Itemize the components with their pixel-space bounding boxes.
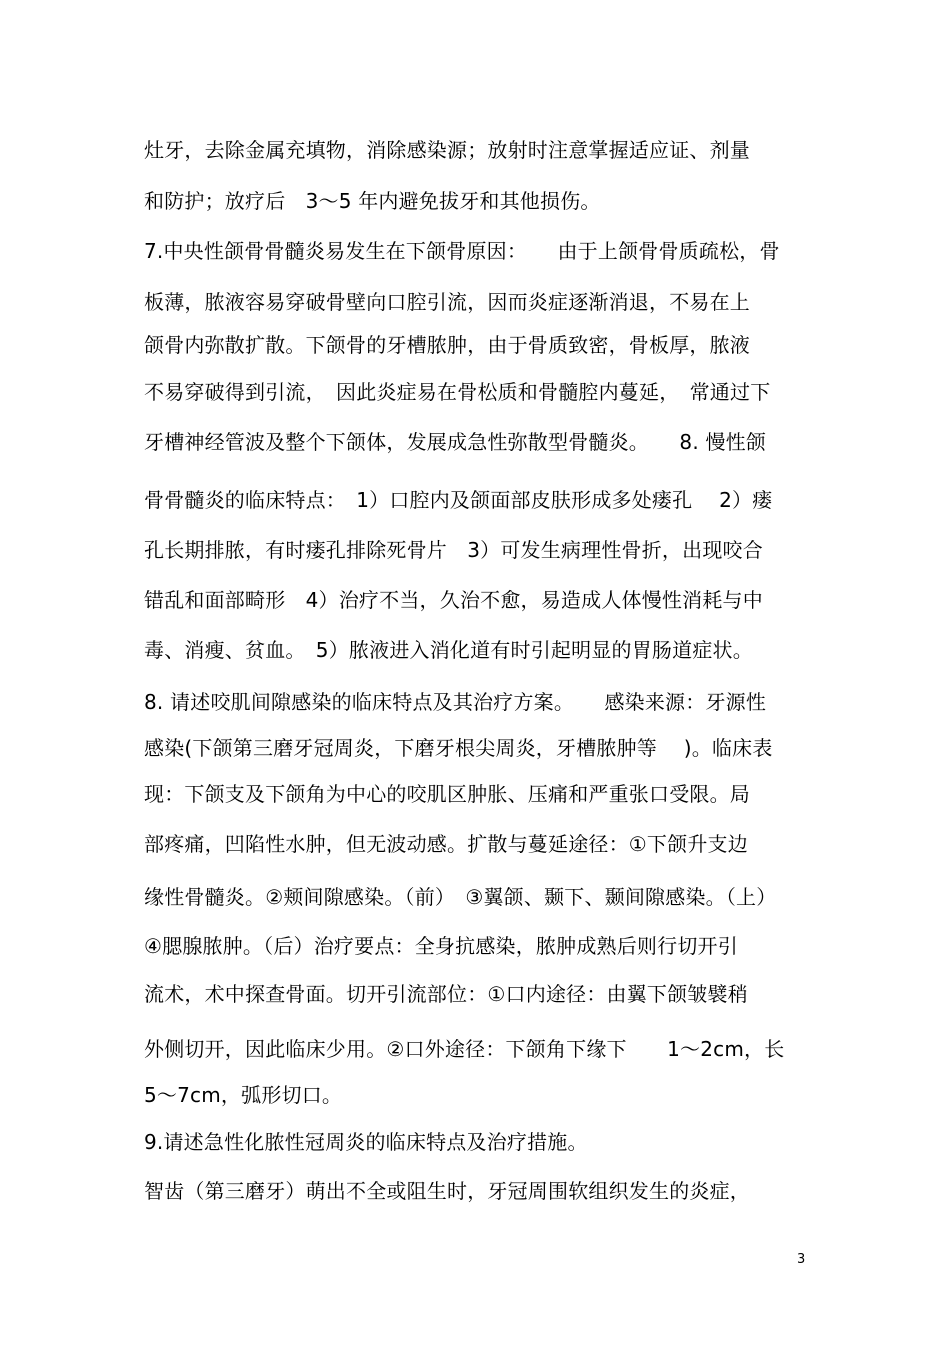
text-line-6: 不易穿破得到引流， 因此炎症易在骨松质和骨髓腔内蔓延， 常通过下 [144,380,771,404]
text-line-7: 牙槽神经管波及整个下颌体，发展成急性弥散型骨髓炎。 8. 慢性颌 [144,430,767,454]
text-line-5: 颌骨内弥散扩散。下颌骨的牙槽脓肿，由于骨质致密，骨板厚，脓液 [144,333,750,357]
text-line-1: 灶牙，去除金属充填物，消除感染源；放射时注意掌握适应证、剂量 [144,138,750,162]
text-line-17: ④腮腺脓肿。（后）治疗要点：全身抗感染，脓肿成熟后则行切开引 [144,934,738,958]
text-line-4: 板薄，脓液容易穿破骨壁向口腔引流，因而炎症逐渐消退，不易在上 [144,290,750,314]
text-line-14: 现：下颌支及下颌角为中心的咬肌区肿胀、压痛和严重张口受限。局 [144,782,750,806]
heading-line-21: 9.请述急性化脓性冠周炎的临床特点及治疗措施。 [144,1130,588,1154]
text-line-11: 毒、消瘦、贫血。 5）脓液进入消化道有时引起明显的胃肠道症状。 [144,638,753,662]
text-line-9: 孔长期排脓，有时瘘孔排除死骨片 3）可发生病理性骨折，出现咬合 [144,538,763,562]
text-line-2: 和防护；放疗后 3～5 年内避免拔牙和其他损伤。 [144,189,601,213]
heading-line-3: 7.中央性颌骨骨髓炎易发生在下颌骨原因： 由于上颌骨骨质疏松，骨 [144,239,780,263]
heading-line-12: 8. 请述咬肌间隙感染的临床特点及其治疗方案。 感染来源：牙源性 [144,690,767,714]
text-line-18: 流术，术中探查骨面。切开引流部位：①口内途径：由翼下颌皱襞稍 [144,982,748,1006]
page-number: 3 [797,1252,806,1267]
text-line-15: 部疼痛，凹陷性水肿，但无波动感。扩散与蔓延途径：①下颌升支边 [144,832,748,856]
text-line-20: 5～7cm，弧形切口。 [144,1083,343,1107]
text-line-10: 错乱和面部畸形 4）治疗不当，久治不愈，易造成人体慢性消耗与中 [144,588,763,612]
text-line-19: 外侧切开，因此临床少用。②口外途径：下颌角下缘下 1～2cm，长 [144,1037,785,1061]
text-line-16: 缘性骨髓炎。②颊间隙感染。（前） ③翼颌、颞下、颞间隙感染。（上） [144,885,777,909]
text-line-13: 感染(下颌第三磨牙冠周炎，下磨牙根尖周炎，牙槽脓肿等 )。临床表 [144,736,773,760]
text-line-8: 骨骨髓炎的临床特点： 1）口腔内及颌面部皮肤形成多处瘘孔 2）瘘 [144,488,773,512]
text-line-22: 智齿（第三磨牙）萌出不全或阻生时，牙冠周围软组织发生的炎症， [144,1179,750,1203]
